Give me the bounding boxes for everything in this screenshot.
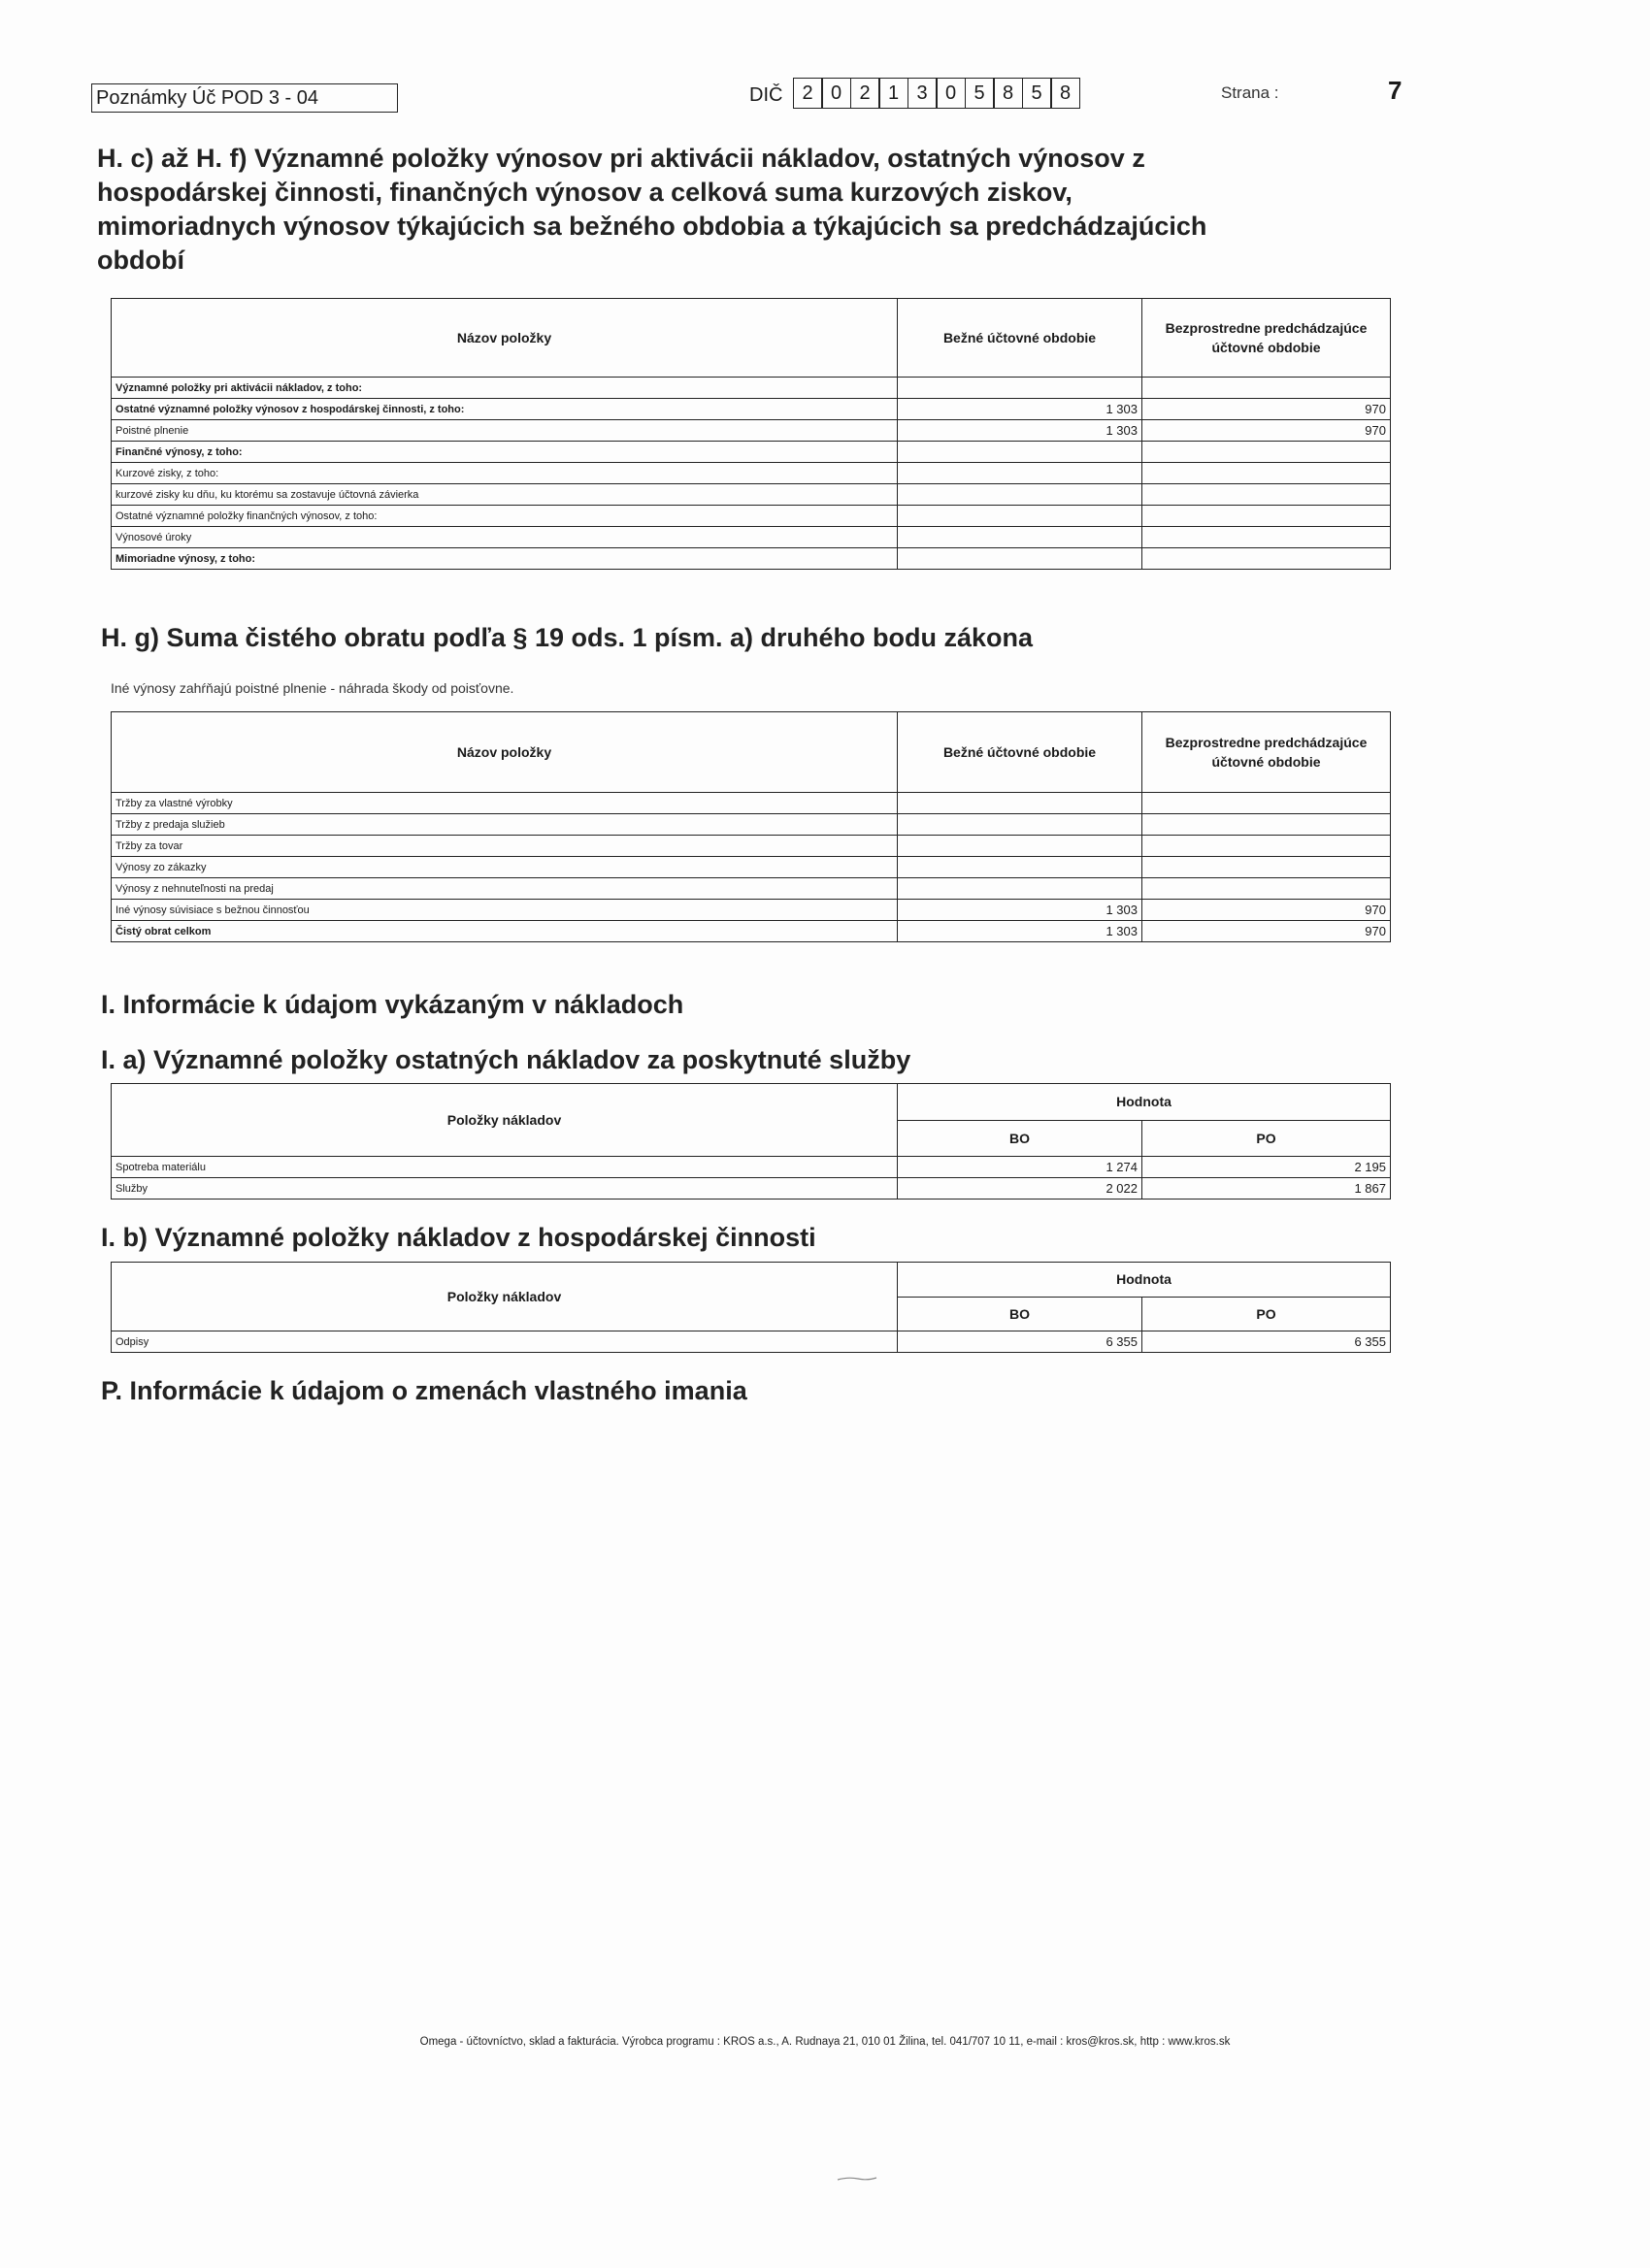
- dic-label: DIČ: [749, 84, 783, 106]
- table-row: [112, 1178, 1391, 1200]
- table-row: [112, 836, 1391, 857]
- col-header-current: Bežné účtovné obdobie: [898, 299, 1142, 378]
- row-bo: 1 274: [898, 1157, 1142, 1178]
- row-previous: 970: [1142, 420, 1391, 442]
- row-previous: 970: [1142, 921, 1391, 942]
- table-row: [112, 793, 1391, 814]
- col-header-bo: BO: [898, 1297, 1142, 1331]
- table-row: [112, 442, 1391, 463]
- dic-digit: 8: [993, 78, 1023, 109]
- table-row: [112, 878, 1391, 900]
- row-current: [898, 463, 1142, 484]
- page-number: 7: [1388, 76, 1402, 105]
- row-previous: [1142, 548, 1391, 570]
- row-label: Čistý obrat celkom: [112, 921, 898, 942]
- row-previous: [1142, 836, 1391, 857]
- dic-digit: 1: [878, 78, 908, 109]
- row-previous: [1142, 814, 1391, 836]
- row-bo: 2 022: [898, 1178, 1142, 1200]
- section-i-b-title: I. b) Významné položky nákladov z hospodárskej činnosti: [101, 1223, 816, 1252]
- row-previous: [1142, 793, 1391, 814]
- row-current: [898, 442, 1142, 463]
- dic-digit: 0: [936, 78, 966, 109]
- row-current: [898, 506, 1142, 527]
- row-label: Tržby z predaja služieb: [112, 814, 898, 836]
- row-previous: [1142, 484, 1391, 506]
- dic-digit: 8: [1050, 78, 1080, 109]
- table-row: [112, 506, 1391, 527]
- row-previous: [1142, 527, 1391, 548]
- section-i-title: I. Informácie k údajom vykázaným v nákladoch: [101, 990, 684, 1019]
- col-header-name: Názov položky: [112, 712, 898, 793]
- col-header-name: Položky nákladov: [112, 1263, 898, 1331]
- row-previous: 970: [1142, 399, 1391, 420]
- row-previous: [1142, 857, 1391, 878]
- row-current: [898, 878, 1142, 900]
- table-row: [112, 378, 1391, 399]
- table-i-a: [111, 1083, 1391, 1200]
- row-label: Ostatné významné položky finančných výnosov, z toho:: [112, 506, 898, 527]
- dic-digits: [794, 78, 1080, 109]
- dic-digit: 5: [1022, 78, 1052, 109]
- table-h-cf: [111, 298, 1391, 570]
- row-label: kurzové zisky ku dňu, ku ktorému sa zostavuje účtovná závierka: [112, 484, 898, 506]
- row-label: Odpisy: [112, 1331, 898, 1353]
- col-header-value: Hodnota: [898, 1263, 1391, 1298]
- row-previous: [1142, 442, 1391, 463]
- row-bo: 6 355: [898, 1331, 1142, 1353]
- row-current: 1 303: [898, 420, 1142, 442]
- row-previous: [1142, 378, 1391, 399]
- table-row: [112, 527, 1391, 548]
- col-header-name: Položky nákladov: [112, 1084, 898, 1157]
- table-row: [112, 548, 1391, 570]
- row-label: Výnosy zo zákazky: [112, 857, 898, 878]
- section-h-cf-title: H. c) až H. f) Významné položky výnosov pri aktivácii nákladov, ostatných výnosov z hospodárskej činnosti, finančných výnosov a celková suma kurzových ziskov, mimoriadnych výnosov týkajúcich sa bežného obdobia a týkajúcich sa predchádzajúcich období: [97, 144, 1207, 275]
- table-h-g: [111, 711, 1391, 942]
- table-row: [112, 1331, 1391, 1353]
- table-row: [112, 463, 1391, 484]
- dic-digit: 2: [793, 78, 823, 109]
- dic-digit: 2: [850, 78, 880, 109]
- row-label: Iné výnosy súvisiace s bežnou činnosťou: [112, 900, 898, 921]
- col-header-current: Bežné účtovné obdobie: [898, 712, 1142, 793]
- section-h-g-title: H. g) Suma čistého obratu podľa § 19 ods. 1 písm. a) druhého bodu zákona: [101, 623, 1034, 652]
- col-header-previous: Bezprostredne predchádzajúce účtovné obdobie: [1142, 299, 1391, 378]
- row-current: [898, 836, 1142, 857]
- col-header-bo: BO: [898, 1120, 1142, 1157]
- row-previous: [1142, 506, 1391, 527]
- form-code-box: Poznámky Úč POD 3 - 04: [91, 83, 398, 113]
- row-po: 6 355: [1142, 1331, 1391, 1353]
- col-header-po: PO: [1142, 1297, 1391, 1331]
- table-row: [112, 484, 1391, 506]
- row-current: 1 303: [898, 399, 1142, 420]
- table-row: [112, 900, 1391, 921]
- dic-digit: 0: [821, 78, 851, 109]
- row-label: Mimoriadne výnosy, z toho:: [112, 548, 898, 570]
- row-label: Výnosy z nehnuteľnosti na predaj: [112, 878, 898, 900]
- row-label: Služby: [112, 1178, 898, 1200]
- row-label: Ostatné významné položky výnosov z hospodárskej činnosti, z toho:: [112, 399, 898, 420]
- section-i-a-title: I. a) Významné položky ostatných nákladov za poskytnuté služby: [101, 1045, 911, 1074]
- row-current: 1 303: [898, 900, 1142, 921]
- table-row: [112, 921, 1391, 942]
- section-p-title: P. Informácie k údajom o zmenách vlastného imania: [101, 1376, 747, 1405]
- row-current: [898, 548, 1142, 570]
- section-h-g-note: Iné výnosy zahŕňajú poistné plnenie - náhrada škody od poisťovne.: [111, 680, 514, 696]
- row-current: [898, 857, 1142, 878]
- col-header-name: Názov položky: [112, 299, 898, 378]
- row-current: [898, 378, 1142, 399]
- col-header-previous: Bezprostredne predchádzajúce účtovné obdobie: [1142, 712, 1391, 793]
- dic-digit: 3: [908, 78, 938, 109]
- row-current: [898, 793, 1142, 814]
- row-label: Výnosové úroky: [112, 527, 898, 548]
- col-header-po: PO: [1142, 1120, 1391, 1157]
- table-row: [112, 814, 1391, 836]
- row-label: Významné položky pri aktivácii nákladov, z toho:: [112, 378, 898, 399]
- row-current: [898, 814, 1142, 836]
- row-label: Kurzové zisky, z toho:: [112, 463, 898, 484]
- row-current: [898, 527, 1142, 548]
- row-current: [898, 484, 1142, 506]
- row-label: Tržby za vlastné výrobky: [112, 793, 898, 814]
- pen-mark-icon: [837, 2176, 877, 2182]
- row-label: Finančné výnosy, z toho:: [112, 442, 898, 463]
- table-i-b: [111, 1262, 1391, 1353]
- row-previous: [1142, 463, 1391, 484]
- row-po: 2 195: [1142, 1157, 1391, 1178]
- col-header-value: Hodnota: [898, 1084, 1391, 1121]
- table-row: [112, 1157, 1391, 1178]
- row-previous: [1142, 878, 1391, 900]
- row-label: Spotreba materiálu: [112, 1157, 898, 1178]
- row-po: 1 867: [1142, 1178, 1391, 1200]
- page-label: Strana :: [1221, 83, 1279, 102]
- row-label: Poistné plnenie: [112, 420, 898, 442]
- table-row: [112, 420, 1391, 442]
- row-label: Tržby za tovar: [112, 836, 898, 857]
- table-row: [112, 857, 1391, 878]
- table-row: [112, 399, 1391, 420]
- row-previous: 970: [1142, 900, 1391, 921]
- footer-text: Omega - účtovníctvo, sklad a fakturácia. Výrobca programu : KROS a.s., A. Rudnaya 21, 010 01 Žilina, tel. 041/707 10 11, e-mail : kros@kros.sk, http : www.kros.sk: [419, 2036, 1231, 2048]
- dic-digit: 5: [965, 78, 995, 109]
- row-current: 1 303: [898, 921, 1142, 942]
